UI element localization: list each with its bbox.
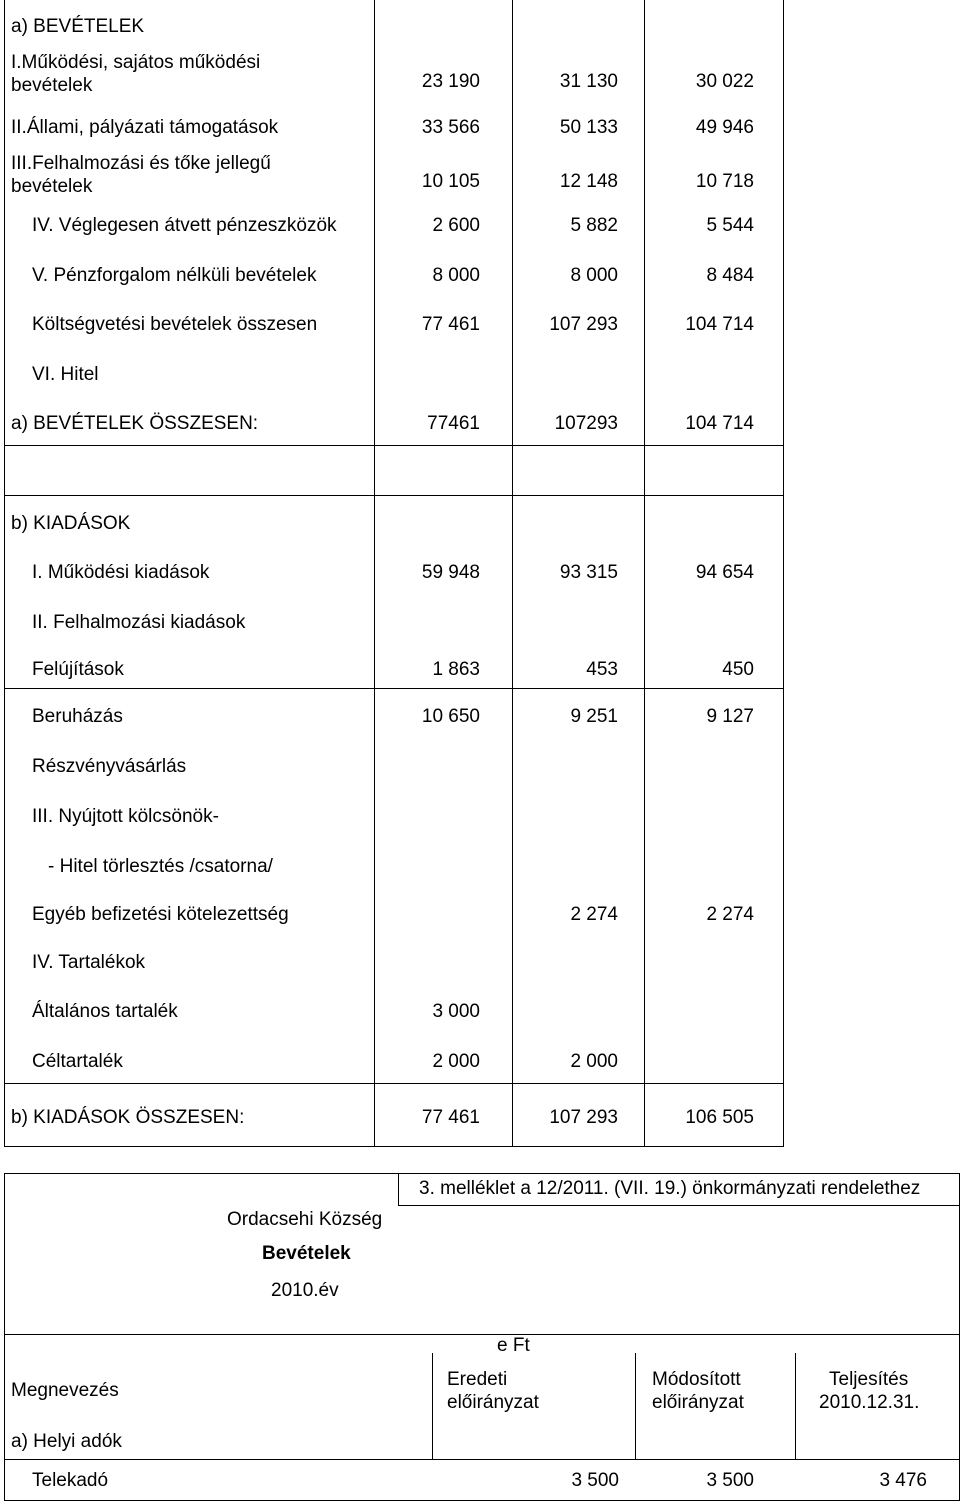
- row-label: Felújítások: [32, 659, 124, 680]
- column-header-performance-line1: Teljesítés: [829, 1369, 909, 1390]
- row-value-v1: 2 600: [432, 215, 480, 236]
- column-header-original-line1: Eredeti: [447, 1369, 508, 1390]
- row-value-v2: 12 148: [559, 171, 618, 192]
- row-value-v1: 77461: [427, 413, 480, 434]
- row-value-v1: 8 000: [432, 265, 480, 286]
- row-value-v3: 94 654: [695, 562, 754, 583]
- document-subject: Bevételek: [262, 1243, 351, 1264]
- row-value-v1: 77 461: [421, 1107, 480, 1128]
- municipality-name: Ordacsehi Község: [227, 1209, 383, 1230]
- column-header-performance-line2: 2010.12.31.: [819, 1392, 920, 1413]
- table-column-divider: [374, 0, 375, 1146]
- row-value-v3: 30 022: [695, 71, 754, 92]
- row-value-v2: 2 274: [570, 904, 618, 925]
- annex-reference: 3. melléklet a 12/2011. (VII. 19.) önkormányzati rendelethez: [419, 1178, 921, 1199]
- row-label: II. Felhalmozási kiadások: [32, 612, 246, 633]
- row-value-v1: 77 461: [421, 314, 480, 335]
- row-value-v3: 10 718: [695, 171, 754, 192]
- row-value-v2: 107293: [554, 413, 618, 434]
- row-value-modified: 3 500: [706, 1470, 754, 1491]
- row-value-v2: 50 133: [559, 117, 618, 138]
- row-label: Beruházás: [32, 706, 123, 727]
- row-value-v1: 3 000: [432, 1001, 480, 1022]
- row-value-v3: 450: [722, 659, 754, 680]
- row-value-v3: 104 714: [685, 314, 754, 335]
- row-label: Telekadó: [32, 1470, 109, 1491]
- row-value-v2: 2 000: [570, 1051, 618, 1072]
- row-label: b) KIADÁSOK: [11, 513, 131, 534]
- row-value-v3: 104 714: [685, 413, 754, 434]
- table-column-divider: [512, 0, 513, 1146]
- table-column-divider: [4, 0, 5, 1146]
- row-value-v3: 106 505: [685, 1107, 754, 1128]
- row-value-v1: 2 000: [432, 1051, 480, 1072]
- table-row-divider: [4, 495, 784, 496]
- row-label: VI. Hitel: [32, 364, 99, 385]
- row-label: Általános tartalék: [32, 1001, 178, 1022]
- row-label: - Hitel törlesztés /csatorna/: [48, 856, 273, 877]
- row-value-v1: 33 566: [421, 117, 480, 138]
- unit-label: e Ft: [497, 1335, 530, 1356]
- row-label: III.Felhalmozási és tőke jellegű bevételek: [11, 153, 271, 197]
- row-label: I. Működési kiadások: [32, 562, 210, 583]
- row-label: V. Pénzforgalom nélküli bevételek: [32, 265, 317, 286]
- table-row-divider: [4, 445, 784, 446]
- row-label: Céltartalék: [32, 1051, 123, 1072]
- row-label: Egyéb befizetési kötelezettség: [32, 904, 289, 925]
- row-label: I.Működési, sajátos működési bevételek: [11, 52, 261, 96]
- row-value-v2: 93 315: [559, 562, 618, 583]
- row-value-v3: 2 274: [706, 904, 754, 925]
- row-value-v3: 8 484: [706, 265, 754, 286]
- row-label: II.Állami, pályázati támogatások: [11, 117, 279, 138]
- row-label: a) BEVÉTELEK ÖSSZESEN:: [11, 413, 259, 434]
- row-label: Költségvetési bevételek összesen: [32, 314, 318, 335]
- row-value-v2: 8 000: [570, 265, 618, 286]
- table-column-divider: [783, 0, 784, 1146]
- row-value-v2: 453: [586, 659, 618, 680]
- row-value-v3: 9 127: [706, 706, 754, 727]
- row-value-v2: 31 130: [559, 71, 618, 92]
- row-value-performance: 3 476: [879, 1470, 927, 1491]
- table-row-divider: [4, 1146, 784, 1147]
- fiscal-year: 2010.év: [271, 1280, 339, 1301]
- row-value-v2: 107 293: [549, 1107, 618, 1128]
- row-label: IV. Tartalékok: [32, 952, 146, 973]
- table-row-divider: [4, 688, 784, 689]
- row-label: b) KIADÁSOK ÖSSZESEN:: [11, 1107, 245, 1128]
- row-label: III. Nyújtott kölcsönök-: [32, 806, 219, 827]
- row-label: IV. Véglegesen átvett pénzeszközök: [32, 215, 337, 236]
- row-value-v3: 5 544: [706, 215, 754, 236]
- row-value-v2: 9 251: [570, 706, 618, 727]
- column-header-name: Megnevezés: [11, 1380, 119, 1401]
- row-value-v1: 10 105: [421, 171, 480, 192]
- row-value-v2: 5 882: [570, 215, 618, 236]
- row-label: a) BEVÉTELEK: [11, 16, 145, 37]
- table-row-divider: [4, 1083, 784, 1084]
- table-column-divider: [644, 0, 645, 1146]
- row-value-v1: 23 190: [421, 71, 480, 92]
- column-header-modified-line2: előirányzat: [652, 1392, 744, 1413]
- row-value-original: 3 500: [571, 1470, 619, 1491]
- row-value-v1: 10 650: [421, 706, 480, 727]
- row-value-v1: 1 863: [432, 659, 480, 680]
- row-value-v3: 49 946: [695, 117, 754, 138]
- column-header-modified-line1: Módosított: [652, 1369, 741, 1390]
- row-value-v2: 107 293: [549, 314, 618, 335]
- section-label: a) Helyi adók: [11, 1431, 122, 1452]
- row-value-v1: 59 948: [421, 562, 480, 583]
- column-header-original-line2: előirányzat: [447, 1392, 539, 1413]
- row-label: Részvényvásárlás: [32, 756, 187, 777]
